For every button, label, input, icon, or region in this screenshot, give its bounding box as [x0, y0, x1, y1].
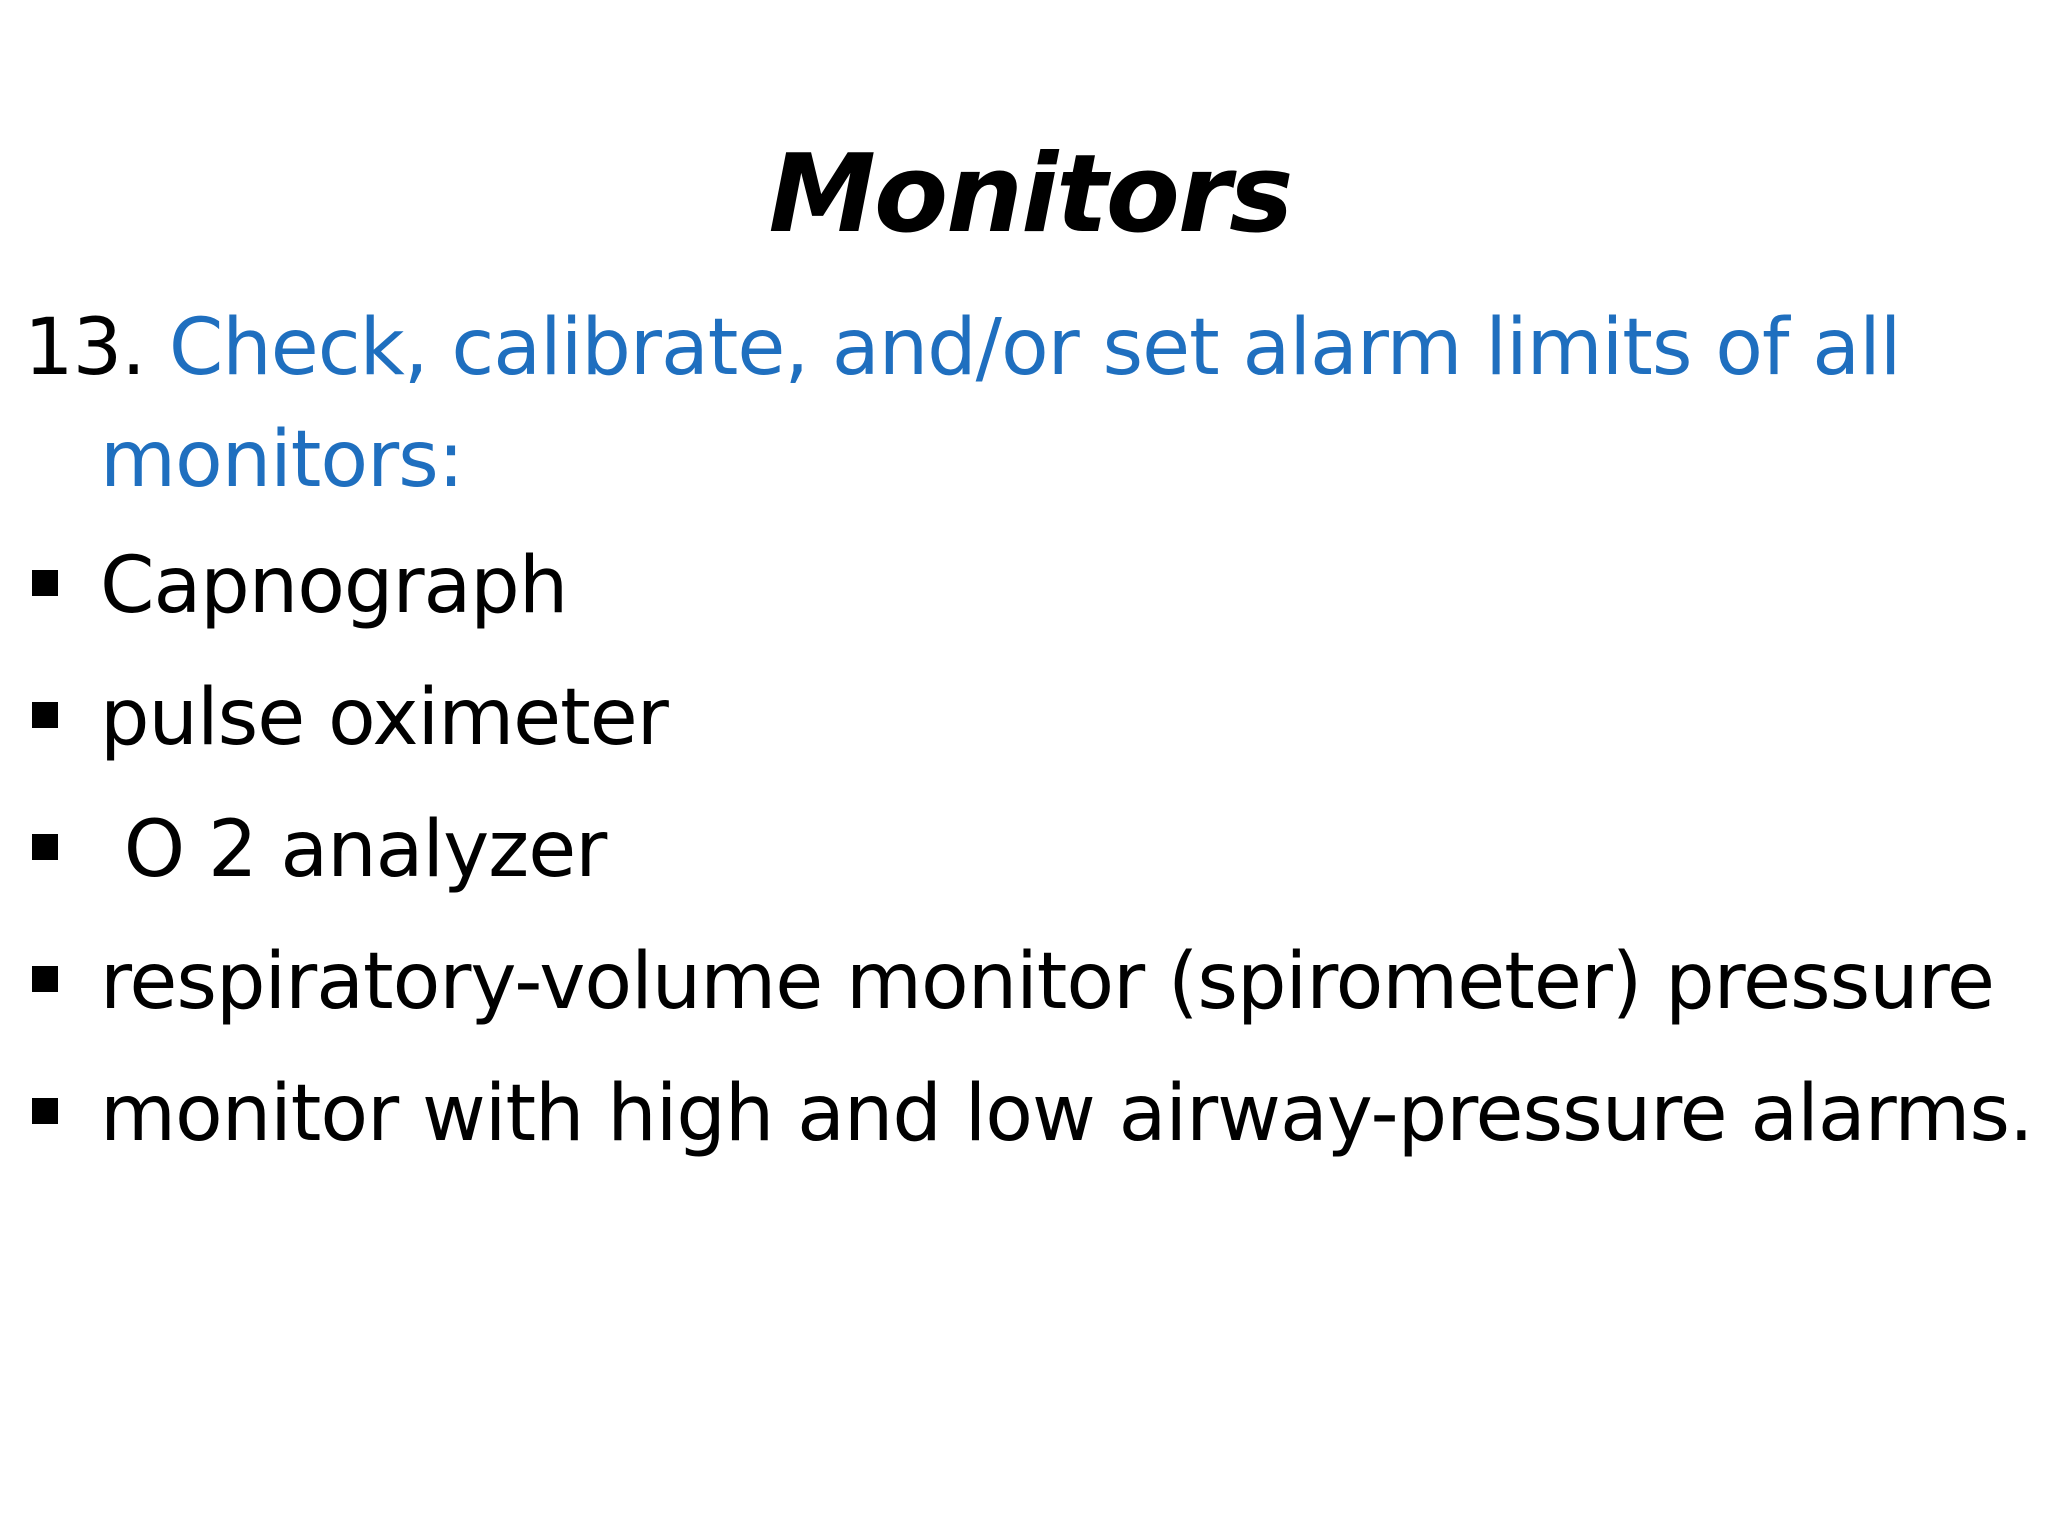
step-number: 13. [24, 303, 146, 393]
bullet-text: Capnograph [100, 541, 568, 631]
bullet-text: monitor with high and low airway-pressure alarms. [100, 1069, 2033, 1159]
slide-title: Monitors [768, 132, 1292, 257]
square-bullet-icon [32, 570, 58, 596]
step-text-line1: Check, calibrate, and/or set alarm limits of all [168, 303, 1901, 393]
bullet-text: pulse oximeter [100, 673, 668, 763]
bullet-text: O 2 analyzer [100, 805, 607, 895]
step-text-line2: monitors: [100, 415, 464, 505]
square-bullet-icon [32, 702, 58, 728]
square-bullet-icon [32, 966, 58, 992]
step-item [24, 292, 1984, 516]
bullet-text: respiratory-volume monitor (spirometer) pressure [100, 937, 1995, 1027]
square-bullet-icon [32, 834, 58, 860]
square-bullet-icon [32, 1098, 58, 1124]
